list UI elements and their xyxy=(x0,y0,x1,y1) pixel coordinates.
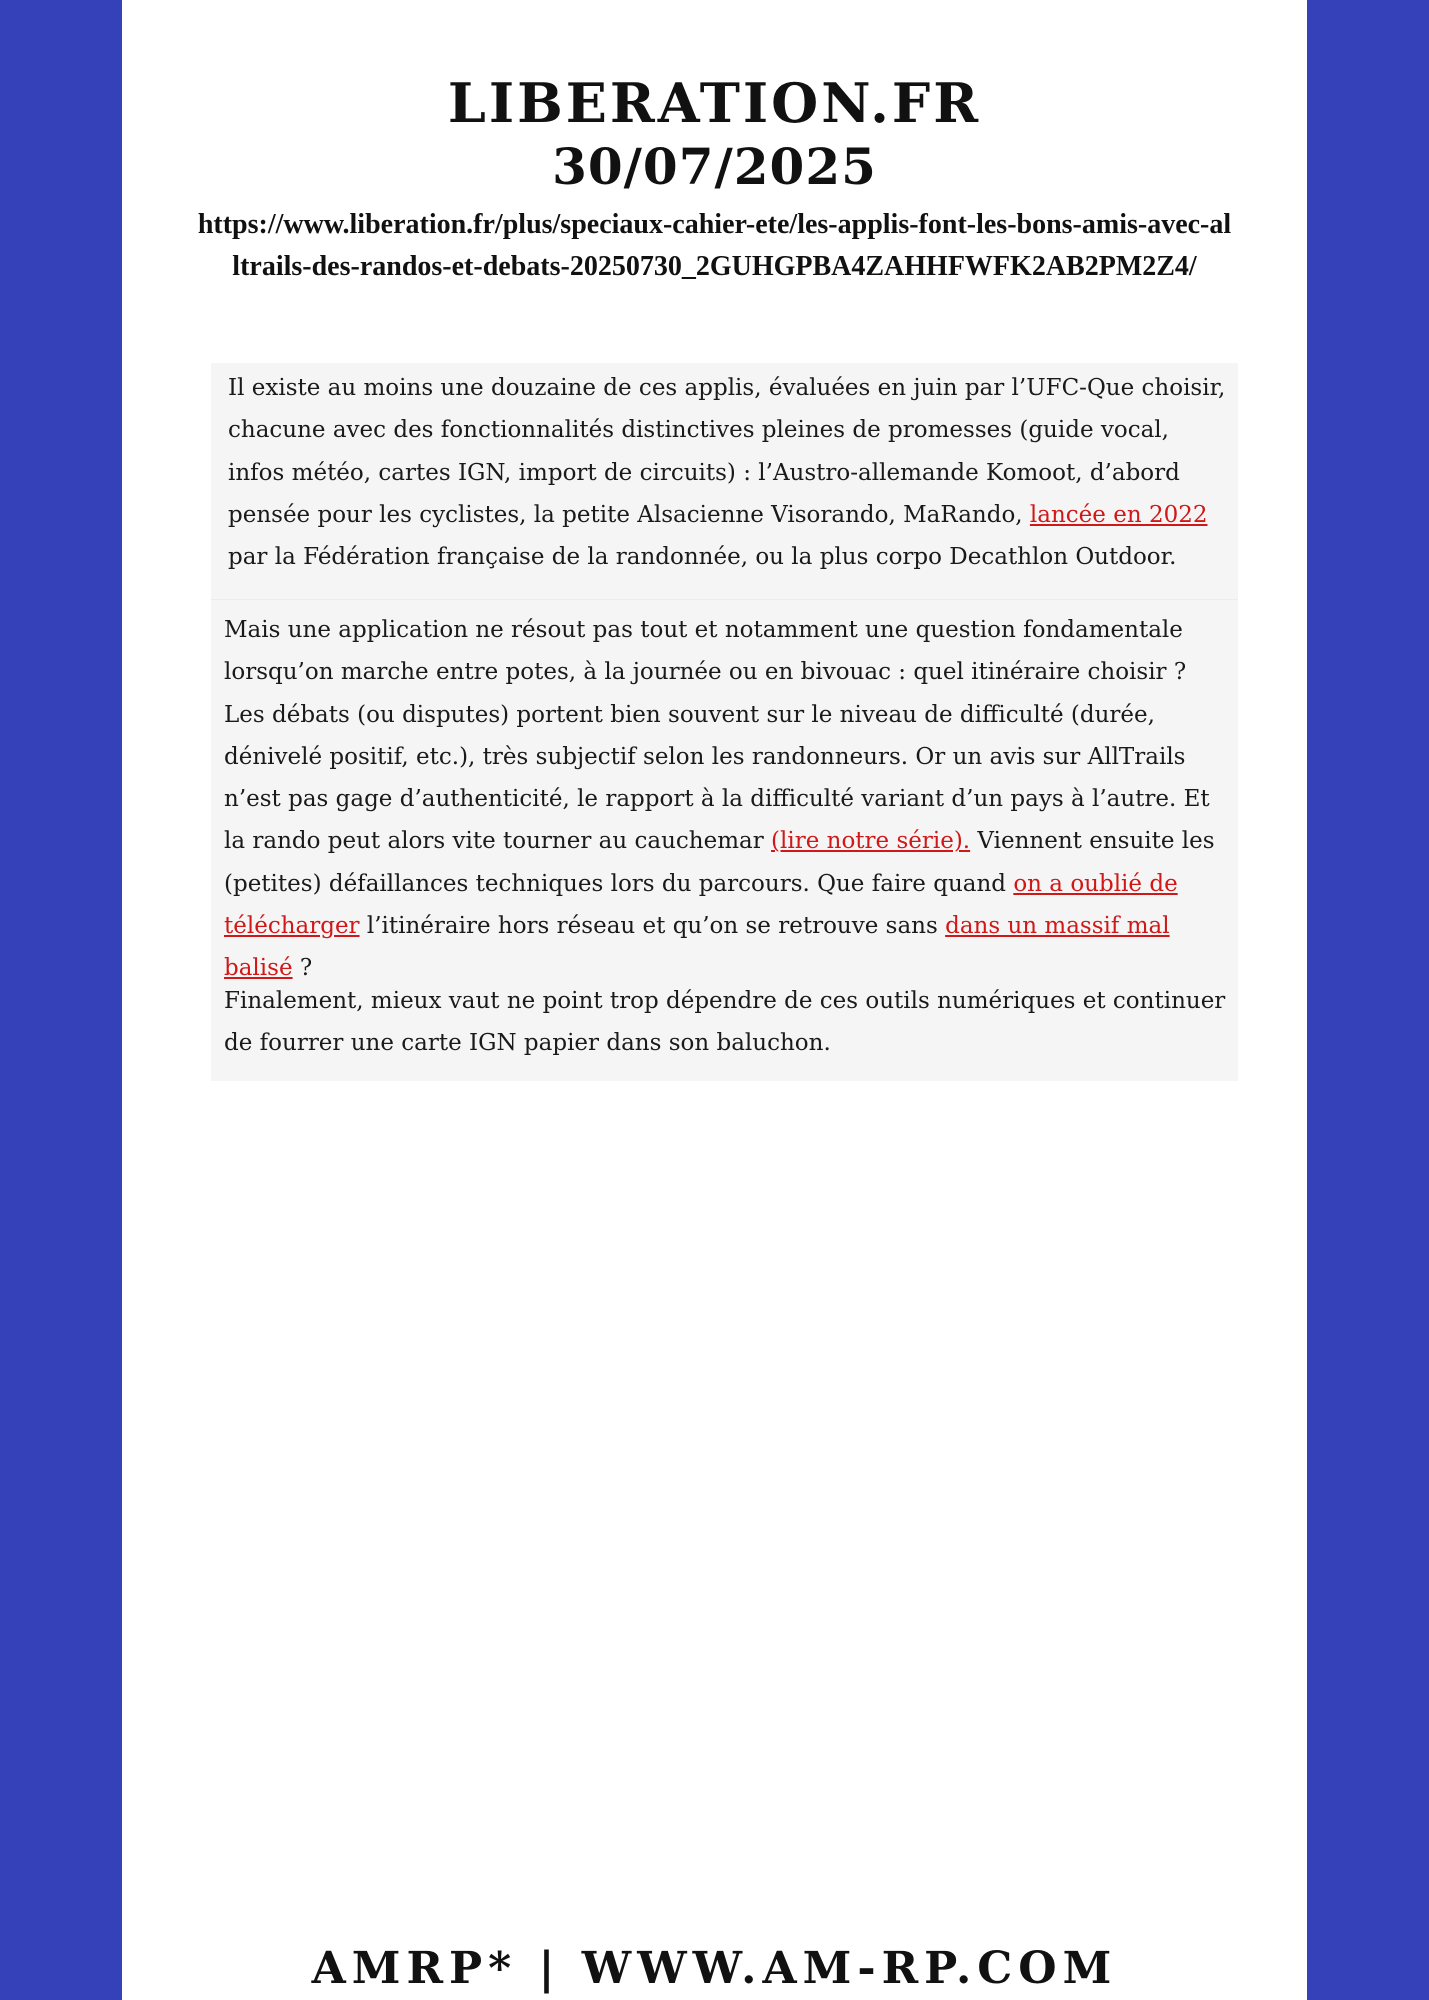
document-header xyxy=(122,70,1307,288)
source-title: LIBERATION.FR xyxy=(447,71,982,135)
paragraph-1 xyxy=(228,367,1228,578)
paragraph-2-text-a: Mais une application ne résout pas tout et notamment une question fondamentale lorsqu’on marche entre potes, à la journée ou en bivouac : quel itinéraire choisir ? Les débats (ou disputes) portent bien souvent sur le niveau de difficulté (durée, dénivelé positif, etc.), très subjectif selon les randonneurs. Or un avis sur AllTrails n’est pas gage d’authenticité, le rapport à la difficulté variant d’un pays à l’autre. Et la rando peut alors vite tourner au cauchemar xyxy=(224,617,1210,855)
link-massif-mal-balise[interactable]: dans un massif mal balisé xyxy=(224,913,1170,982)
source-url: https://www.liberation.fr/plus/speciaux-cahier-ete/les-applis-font-les-bons-amis-avec-alltrails-des-randos-et-debats-20250730_2GUHGPBA4ZAHHFWFK2AB2PM2Z4/ xyxy=(197,209,1232,282)
link-lire-notre-serie[interactable]: (lire notre série). xyxy=(771,828,971,855)
paragraph-2-text-c: l’itinéraire hors réseau et qu’on se retrouve sans xyxy=(359,913,946,940)
paragraph-1-text-b: par la Fédération française de la randonnée, ou la plus corpo Decathlon Outdoor. xyxy=(228,544,1177,571)
paragraph-3: Finalement, mieux vaut ne point trop dépendre de ces outils numériques et continuer de fourrer une carte IGN papier dans son baluchon. xyxy=(224,988,1226,1057)
link-lancee-en-2022[interactable]: lancée en 2022 xyxy=(1029,501,1208,528)
link-oublie-de-telecharger[interactable]: on a oublié de télécharger xyxy=(224,870,1178,940)
paragraph-2 xyxy=(224,609,1234,990)
article-excerpt xyxy=(211,363,1238,1081)
publication-date: 30/07/2025 xyxy=(552,137,877,196)
paragraph-2-text-b: Viennent ensuite les (petites) défaillances techniques lors du parcours. Que faire quand xyxy=(224,828,1215,897)
footer-brand: AMRP* | WWW.AM-RP.COM xyxy=(311,1943,1118,1994)
paragraph-1-text-a: Il existe au moins une douzaine de ces applis, évaluées en juin par l’UFC-Que choisir, chacune avec des fonctionnalités distinctives pleines de promesses (guide vocal, infos météo, cartes IGN, import de circuits) : l’Austro-allemande Komoot, d’abord pensée pour les cyclistes, la petite Alsacienne Visorando, MaRando, xyxy=(228,375,1226,528)
document-page xyxy=(122,0,1307,2000)
paragraph-divider xyxy=(211,599,1238,600)
paragraph-2-text-d: ? xyxy=(292,955,313,982)
